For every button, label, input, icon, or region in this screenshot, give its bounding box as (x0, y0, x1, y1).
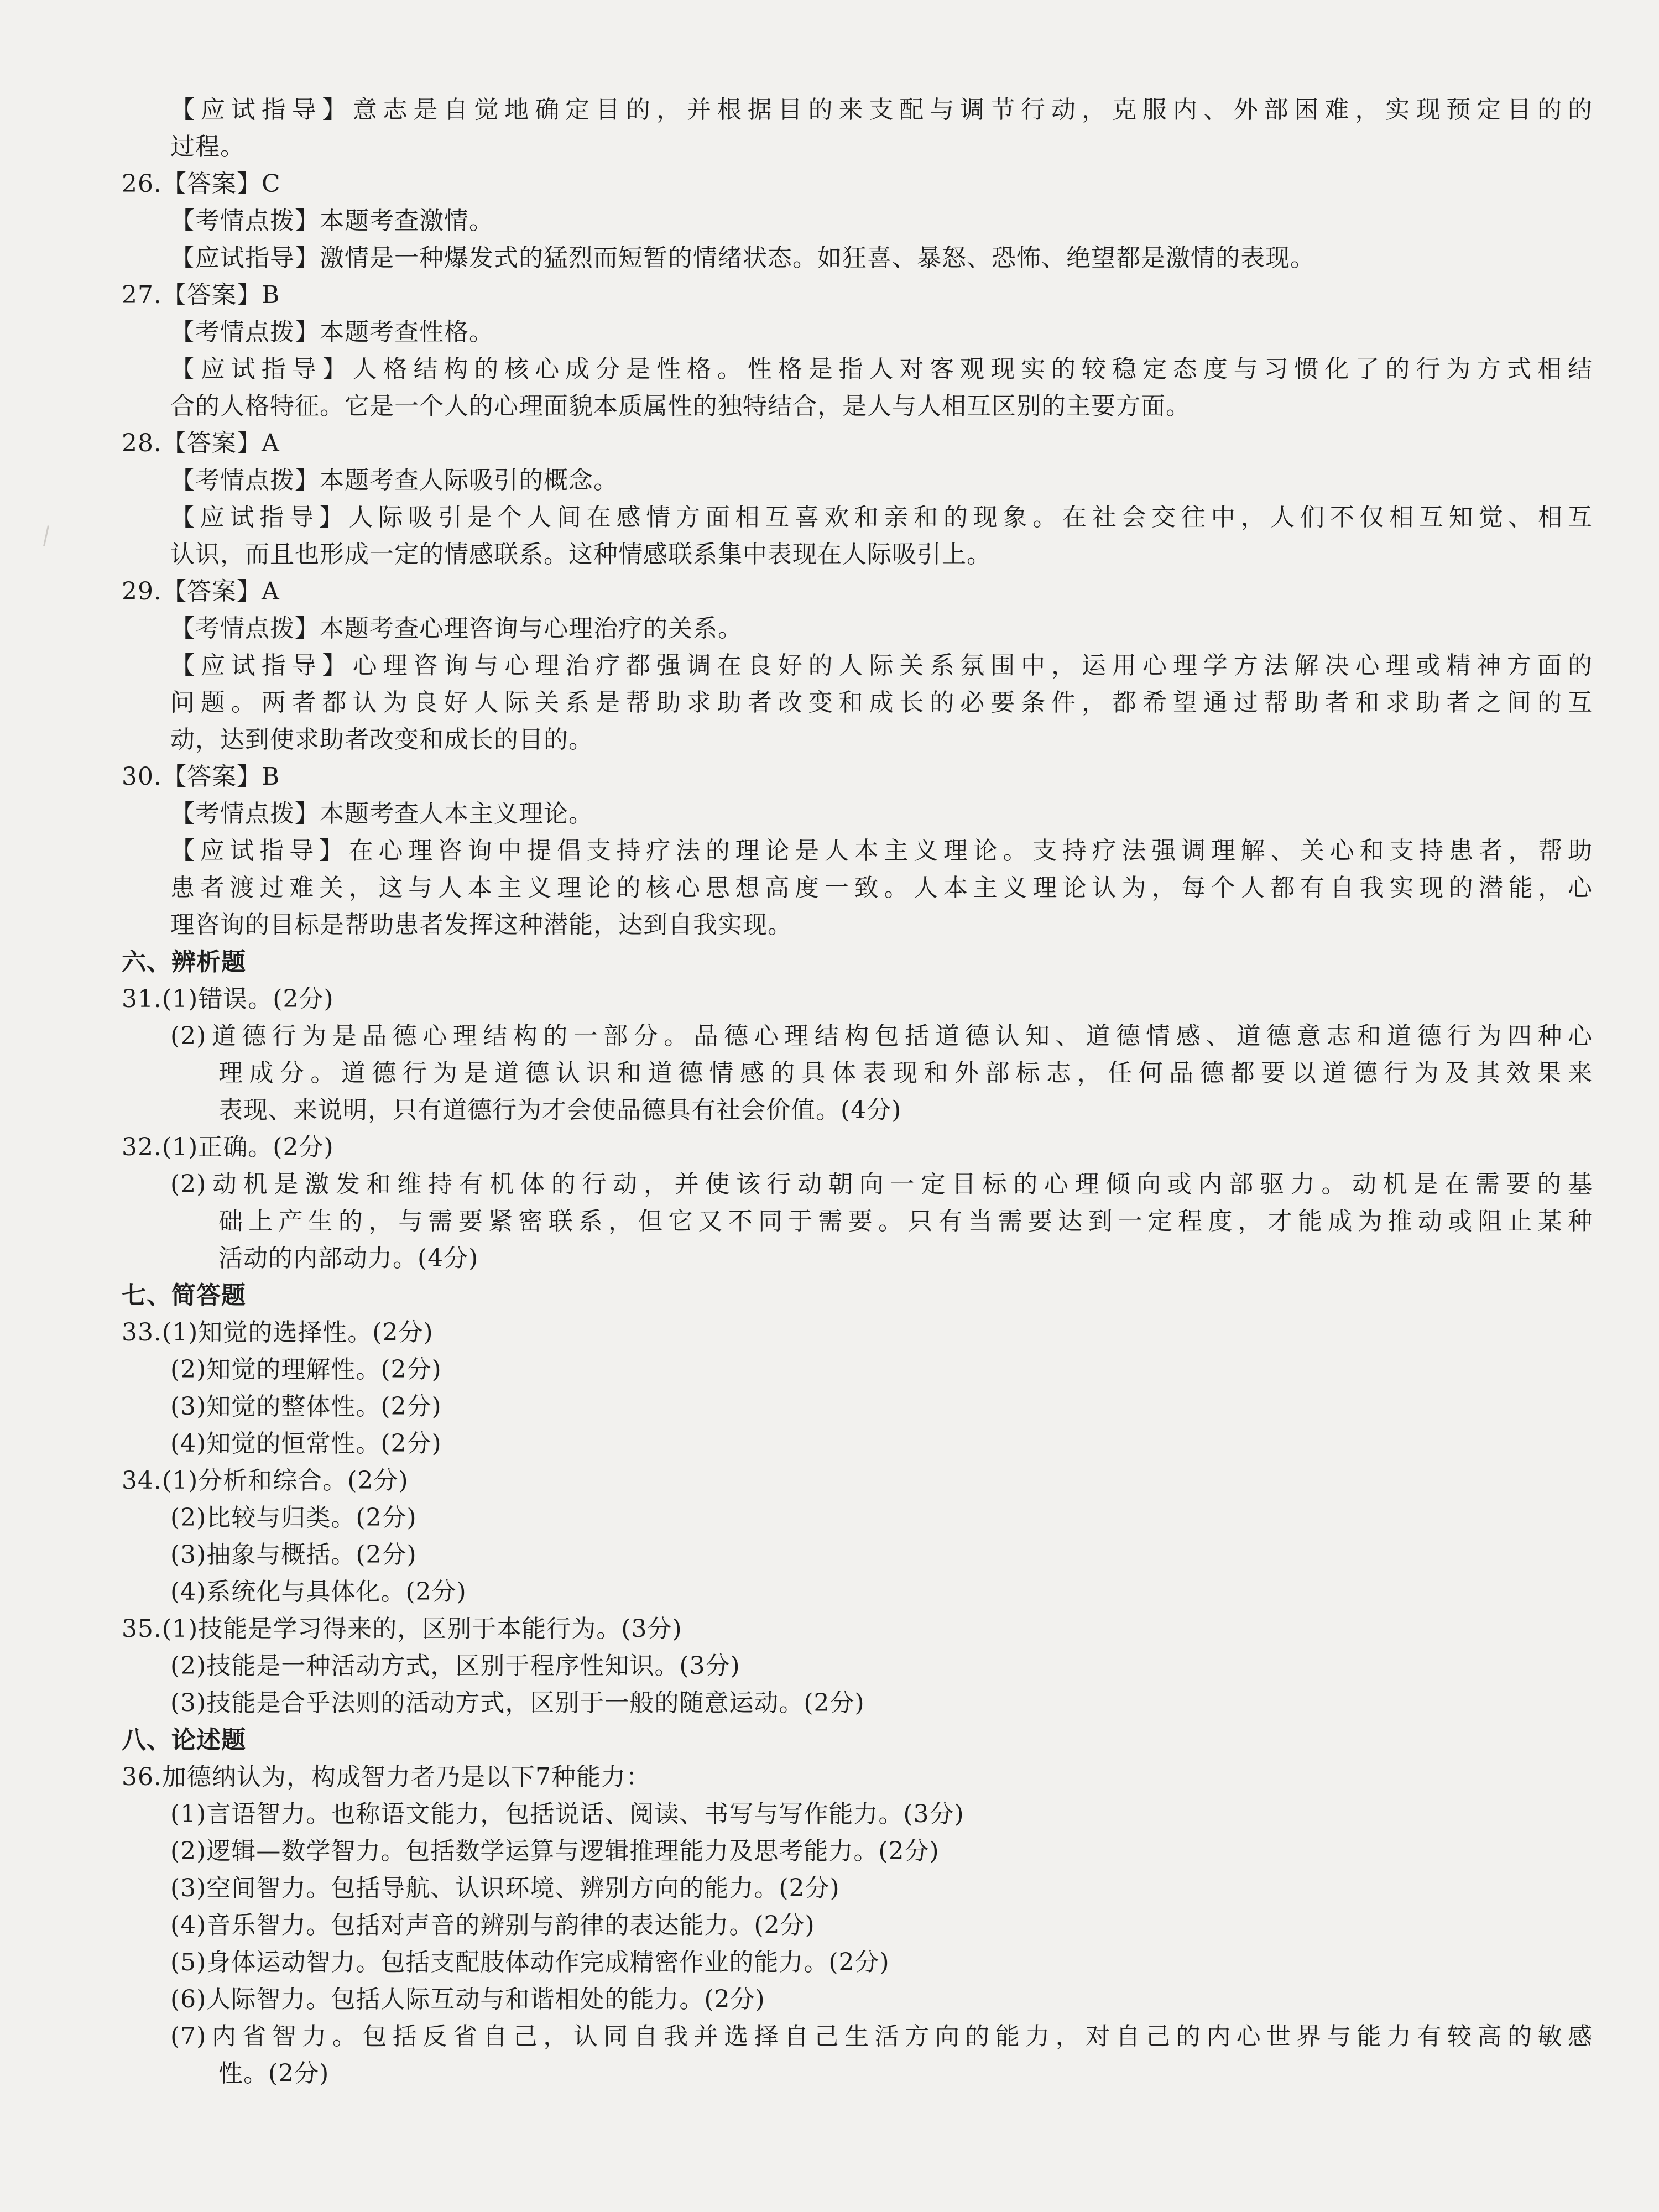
text-line: (1)言语智力。也称语文能力，包括说话、阅读、书写与写作能力。(3分) (170, 1800, 964, 1828)
text-line: 26.【答案】C (122, 170, 281, 198)
text-line: 35.(1)技能是学习得来的，区别于本能行为。(3分) (122, 1615, 682, 1643)
text-line: 30.【答案】B (122, 763, 280, 791)
text-line: 认识，而且也形成一定的情感联系。这种情感联系集中表现在人际吸引上。 (170, 540, 992, 568)
text-line: 27.【答案】B (122, 281, 280, 309)
section-heading: 七、简答题 (122, 1281, 246, 1310)
text-line: (4)知觉的恒常性。(2分) (170, 1430, 442, 1458)
text-line: 性。(2分) (218, 2059, 330, 2088)
text-line: 【应试指导】心理咨询与心理治疗都强调在良好的人际关系氛围中，运用心理学方法解决心理或精神方面的 (170, 651, 1593, 680)
text-line: 36.加德纳认为，构成智力者乃是以下7种能力： (122, 1763, 651, 1791)
text-line: (2)知觉的理解性。(2分) (170, 1355, 442, 1384)
text-line: 33.(1)知觉的选择性。(2分) (122, 1318, 434, 1347)
text-line: 过程。 (170, 133, 245, 161)
text-line: 问题。两者都认为良好人际关系是帮助求助者改变和成长的必要条件，都希望通过帮助者和求助者之间的互 (170, 688, 1593, 717)
section-heading: 八、论述题 (122, 1726, 246, 1754)
text-line: 理成分。道德行为是道德认识和道德情感的具体表现和外部标志，任何品德都要以道德行为及其效果来 (218, 1059, 1593, 1087)
text-line: 患者渡过难关，这与人本主义理论的核心思想高度一致。人本主义理论认为，每个人都有自我实现的潜能，心 (170, 874, 1593, 902)
text-line: 32.(1)正确。(2分) (122, 1133, 334, 1161)
text-line: 础上产生的，与需要紧密联系，但它又不同于需要。只有当需要达到一定程度，才能成为推动或阻止某种 (218, 1207, 1593, 1235)
text-line: (2)道德行为是品德心理结构的一部分。品德心理结构包括道德认知、道德情感、道德意志和道德行为四种心 (170, 1022, 1593, 1050)
text-line: (2)技能是一种活动方式，区别于程序性知识。(3分) (170, 1652, 740, 1680)
answer-page (122, 91, 1593, 2092)
text-line: (2)比较与归类。(2分) (170, 1504, 417, 1532)
text-line: (4)系统化与具体化。(2分) (170, 1578, 467, 1606)
text-line: 动，达到使求助者改变和成长的目的。 (170, 726, 593, 754)
text-line: 【考情点拨】本题考查激情。 (170, 207, 494, 235)
text-line: 【应试指导】意志是自觉地确定目的，并根据目的来支配与调节行动，克服内、外部困难，实现预定目的的 (170, 96, 1593, 124)
text-line: 【应试指导】人格结构的核心成分是性格。性格是指人对客观现实的较稳定态度与习惯化了的行为方式相结 (170, 355, 1593, 383)
text-line: 表现、来说明，只有道德行为才会使品德具有社会价值。(4分) (218, 1096, 902, 1124)
text-line: 【考情点拨】本题考查人际吸引的概念。 (170, 466, 618, 494)
text-line: 29.【答案】A (122, 577, 280, 606)
text-line: 合的人格特征。它是一个人的心理面貌本质属性的独特结合，是人与人相互区别的主要方面。 (170, 392, 1191, 420)
text-line: (2)动机是激发和维持有机体的行动，并使该行动朝向一定目标的心理倾向或内部驱力。动机是在需要的基 (170, 1170, 1593, 1198)
text-line: 【应试指导】激情是一种爆发式的猛烈而短暂的情绪状态。如狂喜、暴怒、恐怖、绝望都是激情的表现。 (170, 244, 1315, 272)
text-line: 【考情点拨】本题考查性格。 (170, 318, 494, 346)
text-line: 【考情点拨】本题考查心理咨询与心理治疗的关系。 (170, 614, 743, 643)
text-line: 34.(1)分析和综合。(2分) (122, 1467, 409, 1495)
text-line: (3)抽象与概括。(2分) (170, 1541, 417, 1569)
text-line: (7)内省智力。包括反省自己，认同自我并选择自己生活方向的能力，对自己的内心世界与能力有较高的敏感 (170, 2022, 1593, 2051)
text-line: 理咨询的目标是帮助患者发挥这种潜能，达到自我实现。 (170, 911, 792, 939)
text-line: 【考情点拨】本题考查人本主义理论。 (170, 800, 593, 828)
text-line: (6)人际智力。包括人际互动与和谐相处的能力。(2分) (170, 1985, 765, 2013)
text-line: (3)技能是合乎法则的活动方式，区别于一般的随意运动。(2分) (170, 1689, 865, 1717)
text-line: 28.【答案】A (122, 429, 280, 457)
text-line: 31.(1)错误。(2分) (122, 985, 334, 1013)
text-line: (4)音乐智力。包括对声音的辨别与韵律的表达能力。(2分) (170, 1911, 815, 1939)
text-line: (3)知觉的整体性。(2分) (170, 1392, 442, 1421)
text-line: (3)空间智力。包括导航、认识环境、辨别方向的能力。(2分) (170, 1874, 840, 1902)
text-line: 活动的内部动力。(4分) (218, 1244, 479, 1272)
text-line: (5)身体运动智力。包括支配肢体动作完成精密作业的能力。(2分) (170, 1948, 890, 1976)
section-heading: 六、辨析题 (122, 948, 246, 976)
scan-speck (43, 525, 49, 546)
text-line: (2)逻辑—数学智力。包括数学运算与逻辑推理能力及思考能力。(2分) (170, 1837, 940, 1865)
text-line: 【应试指导】人际吸引是个人间在感情方面相互喜欢和亲和的现象。在社会交往中，人们不仅相互知觉、相互 (170, 503, 1593, 531)
text-line: 【应试指导】在心理咨询中提倡支持疗法的理论是人本主义理论。支持疗法强调理解、关心和支持患者，帮助 (170, 837, 1593, 865)
